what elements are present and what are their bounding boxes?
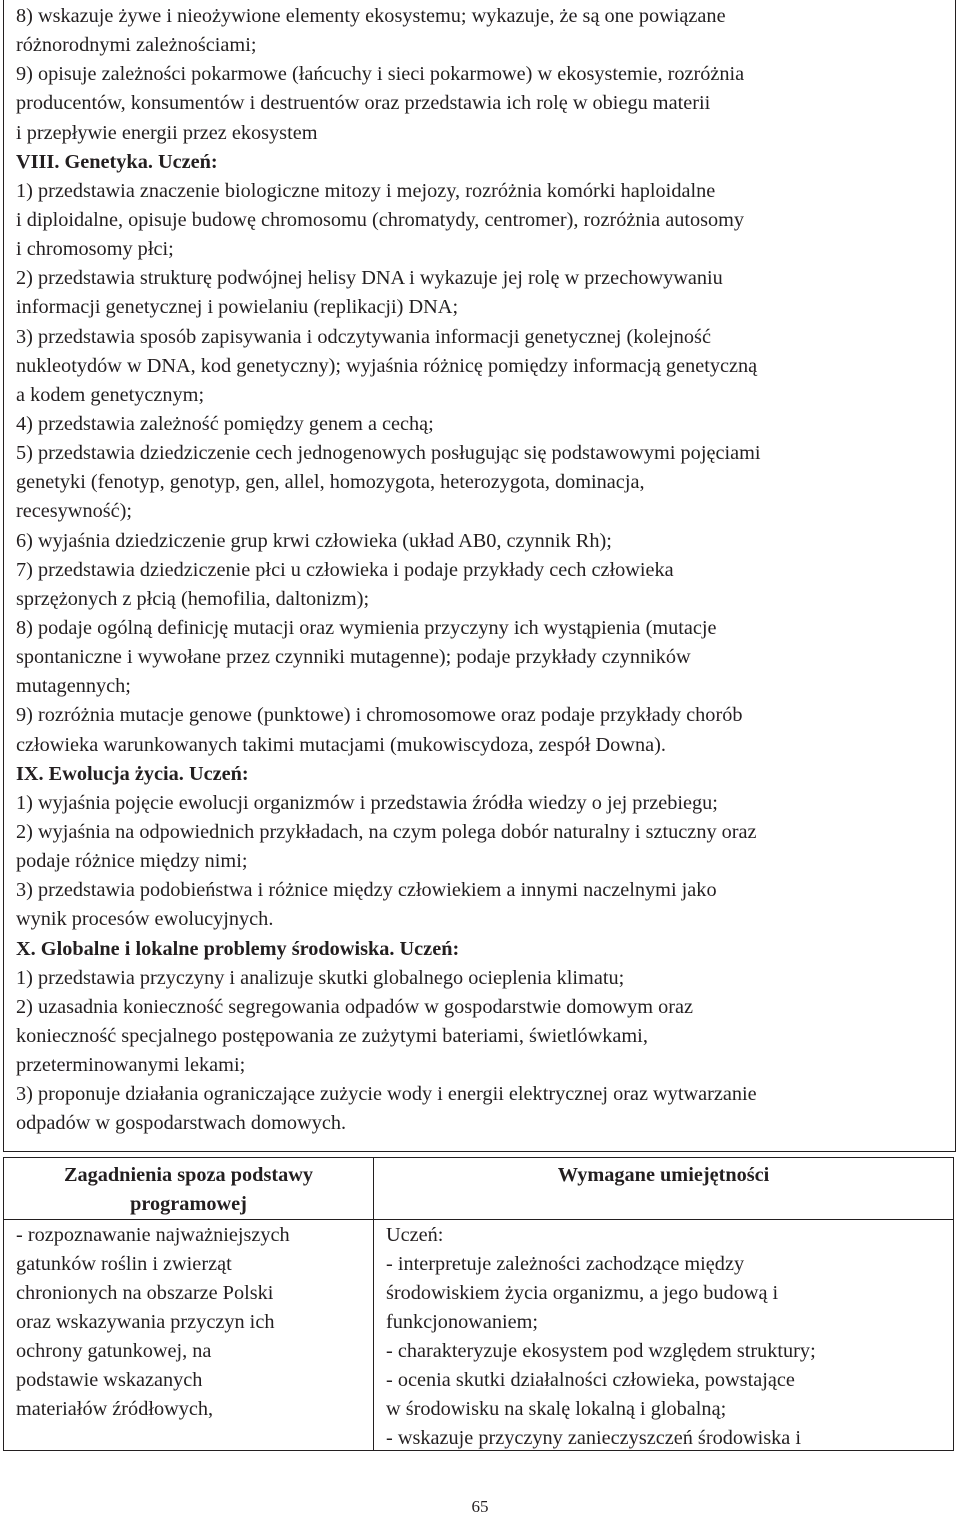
text-line: 5) przedstawia dziedziczenie cech jednogenowych posługując się podstawowymi pojęciami — [16, 442, 761, 465]
section-heading: X. Globalne i lokalne problemy środowiska. Uczeń: — [16, 937, 460, 960]
text-line: 4) przedstawia zależność pomiędzy genem a cechą; — [16, 412, 434, 435]
table-cell-line: chronionych na obszarze Polski — [16, 1282, 274, 1304]
text-line: 1) przedstawia przyczyny i analizuje skutki globalnego ocieplenia klimatu; — [16, 966, 625, 989]
text-line: informacji genetycznej i powielaniu (replikacji) DNA; — [16, 296, 459, 319]
text-line: 6) wyjaśnia dziedziczenie grup krwi człowieka (układ AB0, czynnik Rh); — [16, 529, 612, 552]
text-line: 1) przedstawia znaczenie biologiczne mitozy i mejozy, rozróżnia komórki haploidalne — [16, 179, 716, 202]
text-line: 9) opisuje zależności pokarmowe (łańcuchy i sieci pokarmowe) w ekosystemie, rozróżnia — [16, 63, 745, 86]
table-cell-skills — [386, 1221, 816, 1453]
text-line: konieczność specjalnego postępowania ze zużytymi bateriami, świetlówkami, — [16, 1024, 648, 1047]
text-line: 1) wyjaśnia pojęcie ewolucji organizmów i przedstawia źródła wiedzy o jej przebiegu; — [16, 791, 718, 814]
text-line: mutagennych; — [16, 675, 131, 698]
text-line: a kodem genetycznym; — [16, 383, 205, 406]
text-line: i chromosomy płci; — [16, 238, 174, 261]
table-cell-line: ochrony gatunkowej, na — [16, 1340, 212, 1362]
table-cell-line: w środowisku na skalę lokalną i globalną; — [386, 1398, 727, 1420]
table-cell-line: - charakteryzuje ekosystem pod względem struktury; — [386, 1340, 816, 1362]
text-line: 7) przedstawia dziedziczenie płci u człowieka i podaje przykłady cech człowieka — [16, 558, 674, 581]
text-line: 2) uzasadnia konieczność segregowania odpadów w gospodarstwie domowym oraz — [16, 995, 693, 1018]
text-line: człowieka warunkowanych takimi mutacjami (mukowiscydoza, zespół Downa). — [16, 733, 666, 756]
text-line: i diploidalne, opisuje budowę chromosomu (chromatydy, centromer), rozróżnia autosomy — [16, 208, 745, 231]
text-line: spontaniczne i wywołane przez czynniki mutagenne); podaje przykłady czynników — [16, 646, 691, 669]
table-header-divider — [4, 1219, 953, 1220]
table-cell-line: - interpretuje zależności zachodzące między — [386, 1253, 745, 1275]
text-line: i przepływie energii przez ekosystem — [16, 121, 318, 144]
table-cell-line: środowiskiem życia organizmu, a jego budową i — [386, 1282, 779, 1304]
text-line: 3) przedstawia sposób zapisywania i odczytywania informacji genetycznej (kolejność — [16, 325, 711, 348]
table-cell-line: materiałów źródłowych, — [16, 1398, 214, 1420]
text-line: 8) podaje ogólną definicję mutacji oraz wymienia przyczyny ich wystąpienia (mutacje — [16, 616, 717, 639]
table-cell-topics — [16, 1221, 290, 1424]
table-header-topics: Zagadnienia spoza podstawy programowej — [63, 1164, 314, 1215]
table-cell-line: funkcjonowaniem; — [386, 1311, 539, 1333]
table-cell-line: Uczeń: — [386, 1224, 444, 1246]
text-line: podaje różnice między nimi; — [16, 850, 248, 873]
text-line: recesywność); — [16, 500, 133, 523]
table-cell-line: - ocenia skutki działalności człowieka, powstające — [386, 1369, 795, 1391]
text-line: 8) wskazuje żywe i nieożywione elementy ekosystemu; wykazuje, że są one powiązane — [16, 5, 726, 27]
text-line: przeterminowanymi lekami; — [16, 1054, 246, 1077]
text-line: sprzężonych z płcią (hemofilia, daltonizm); — [16, 587, 370, 610]
table-header-skills: Wymagane umiejętności — [557, 1164, 770, 1186]
table-cell-line: - rozpoznawanie najważniejszych — [16, 1224, 290, 1246]
table-cell-line: gatunków roślin i zwierząt — [16, 1253, 232, 1275]
text-line: genetyki (fenotyp, genotyp, gen, allel, homozygota, heterozygota, dominacja, — [16, 471, 645, 494]
text-line: 9) rozróżnia mutacje genowe (punktowe) i chromosomowe oraz podaje przykłady chorób — [16, 704, 743, 727]
text-line: 2) przedstawia strukturę podwójnej helisy DNA i wykazuje jej rolę w przechowywaniu — [16, 267, 723, 290]
text-line: producentów, konsumentów i destruentów oraz przedstawia ich rolę w obiegu materii — [16, 92, 711, 115]
page-number: 65 — [471, 1497, 489, 1516]
table-cell-line: oraz wskazywania przyczyn ich — [16, 1311, 275, 1333]
text-line: odpadów w gospodarstwach domowych. — [16, 1112, 347, 1135]
table-cell-line: podstawie wskazanych — [16, 1369, 203, 1391]
text-line: nukleotydów w DNA, kod genetyczny); wyjaśnia różnicę pomiędzy informacją genetyczną — [16, 354, 758, 377]
text-line: różnorodnymi zależnościami; — [16, 34, 257, 57]
table-cell-line: - wskazuje przyczyny zanieczyszczeń środowiska i — [386, 1427, 802, 1449]
section-heading: VIII. Genetyka. Uczeń: — [16, 150, 218, 173]
table-column-divider — [373, 1158, 374, 1450]
curriculum-text — [16, 2, 951, 1138]
text-line: 3) proponuje działania ograniczające zużycie wody i energii elektrycznej oraz wytwarzanie — [16, 1083, 757, 1106]
requirements-table — [3, 1157, 954, 1451]
text-line: 2) wyjaśnia na odpowiednich przykładach, na czym polega dobór naturalny i sztuczny oraz — [16, 820, 757, 843]
text-line: 3) przedstawia podobieństwa i różnice między człowiekiem a innymi naczelnymi jako — [16, 879, 717, 902]
section-heading: IX. Ewolucja życia. Uczeń: — [16, 762, 249, 785]
text-line: wynik procesów ewolucyjnych. — [16, 908, 274, 931]
